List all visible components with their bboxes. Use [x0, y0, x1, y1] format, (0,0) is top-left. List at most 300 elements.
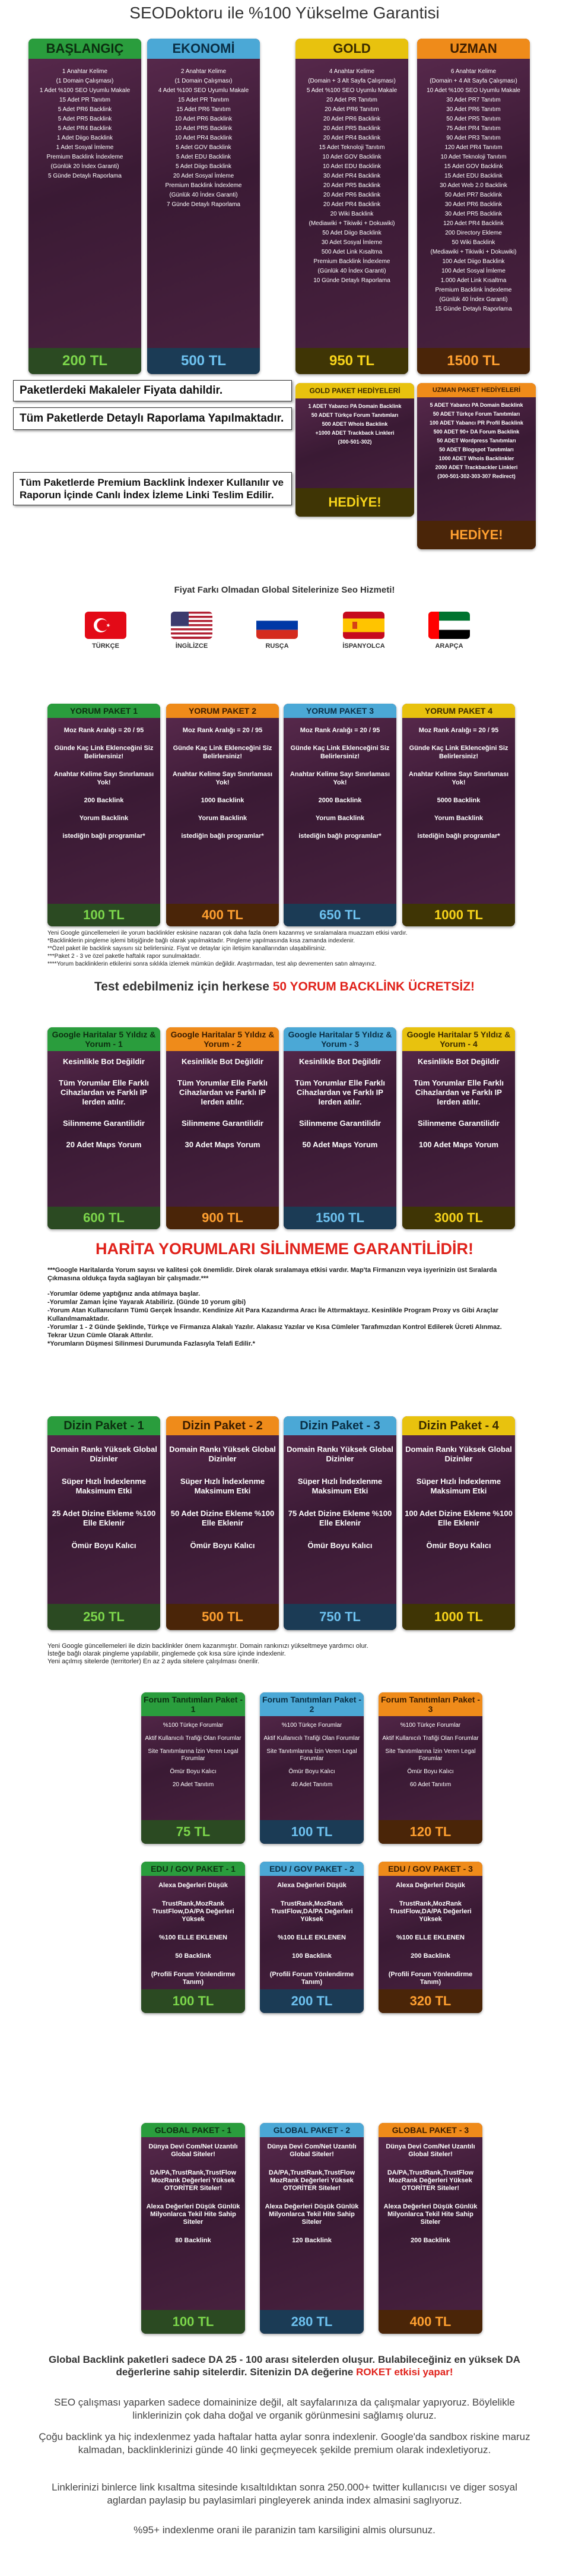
package-feature: Süper Hızlı İndexlenme Maksimum Etki	[416, 1477, 501, 1495]
free-test-highlight: 50 YORUM BACKLİNK ÜCRETSİZ!	[272, 980, 475, 993]
flag-label-ru: RUSÇA	[265, 643, 289, 650]
package-name: Google Haritalar 5 Yıldız & Yorum - 4	[402, 1027, 515, 1051]
package-feature: Alexa Değerleri Düşük Günlük Milyonlarca Tekil Hite Sahip Siteler	[383, 2203, 478, 2226]
package-feature: Yorum Backlink	[198, 815, 247, 822]
package-features	[260, 1716, 364, 1790]
package-price: 400 TL	[166, 904, 279, 926]
gold-gift-features	[295, 398, 414, 447]
package-feature: 500 Adet Link Kısaltma	[321, 249, 383, 255]
package-feature: Moz Rank Aralığı = 20 / 95	[300, 727, 380, 734]
package-price: 1500 TL	[284, 1207, 396, 1229]
package-feature: (Profili Forum Yönlendirme Tanım)	[269, 1971, 354, 1986]
package-feature: Domain Rankı Yüksek Global Dizinler	[50, 1445, 157, 1463]
package-feature: 10 Adet GOV Backlink	[322, 154, 382, 160]
flag-label-en: İNGİLİZCE	[175, 643, 208, 650]
comment-note: Yeni Google güncellemeleri ile yorum backlinkler eskisine nazaran çok daha fazla önem kazanmış ve sıralamalara muazzam etkisi vardır.	[47, 930, 408, 936]
package-feature: 120 Adet PR4 Backlink	[443, 220, 504, 227]
dizin-notes	[47, 1643, 522, 1666]
package-features	[166, 718, 279, 841]
package-feature: Moz Rank Aralığı = 20 / 95	[63, 727, 144, 734]
package-feature: istediğin bağlı programlar*	[298, 833, 382, 840]
package-feature: 20 Adet PR6 Backlink	[323, 116, 381, 122]
dizin-packages-card	[402, 1416, 515, 1630]
package-features	[379, 2137, 482, 2246]
para-seo: SEO çalışması yaparken sadece domaininize değil, alt sayfalarınıza da çalışmalar yapıyoruz. Böylelikle linklerinizin çok daha doğal ve organik görünmesini sağlamış oluruz.	[54, 2397, 515, 2421]
package-feature: 5 Adet PR6 Backlink	[58, 106, 112, 113]
package-feature: (Domain + 4 Alt Sayfa Çalışması)	[430, 78, 517, 84]
package-price: 100 TL	[141, 2310, 245, 2334]
package-feature: Günde Kaç Link Eklenceğini Siz Belirlersiniz!	[54, 745, 154, 760]
package-feature: Silinmeme Garantilidir	[182, 1119, 263, 1128]
package-feature: 10 Adet PR5 Backlink	[174, 125, 233, 132]
package-name: YORUM PAKET 2	[166, 704, 279, 718]
gift-feature: 1 ADET Yabancı PA Domain Backlink	[308, 403, 402, 409]
seo-packages-card	[28, 39, 141, 374]
package-feature: 5 Adet PR5 Backlink	[58, 116, 112, 122]
seo-packages-card	[147, 39, 260, 374]
package-feature: 100 Adet Maps Yorum	[418, 1140, 499, 1149]
package-feature: istediğin bağlı programlar*	[181, 833, 264, 840]
package-name: Dizin Paket - 4	[402, 1416, 515, 1435]
package-feature: 15 Adet GOV Backlink	[444, 163, 503, 170]
package-feature: 10 Adet EDU Backlink	[323, 163, 381, 170]
package-feature: Silinmeme Garantilidir	[418, 1119, 500, 1128]
package-feature: Ömür Boyu Kalıcı	[71, 1541, 136, 1550]
page-title: SEODoktoru ile %100 Yükselme Garantisi	[129, 4, 440, 22]
package-feature: (Günlük 40 İndex Garanti)	[317, 268, 386, 274]
package-name: EDU / GOV PAKET - 3	[379, 1862, 482, 1876]
package-feature: 20 Adet Maps Yorum	[66, 1140, 142, 1149]
package-feature: Moz Rank Aralığı = 20 / 95	[418, 727, 499, 734]
package-feature: 1 Adet Diigo Backlink	[57, 135, 113, 141]
package-feature: (Günlük 40 İndex Garanti)	[439, 296, 508, 303]
package-name: Google Haritalar 5 Yıldız & Yorum - 1	[47, 1027, 160, 1051]
package-feature: 100 Adet Dizine Ekleme %100 Elle Eklenir	[405, 1509, 513, 1527]
package-feature: Kesinlikle Bot Değildir	[182, 1057, 263, 1066]
turkey-flag-icon	[85, 612, 126, 639]
package-feature: (Mediawiki + Tikiwiki + Dokuwiki)	[309, 220, 395, 227]
package-feature: 10 Günde Detaylı Raporlama	[313, 277, 390, 284]
dizin-note: Yeni Google güncellemeleri ile dizin backlinkler önem kazanmıştır. Domain rankınızı yükseltmeye yardımcı olur.	[47, 1643, 368, 1650]
package-name: GOLD	[295, 39, 408, 59]
free-test-heading	[0, 980, 569, 994]
package-feature: 5 Adet PR4 Backlink	[58, 125, 112, 132]
package-feature: 1 Adet %100 SEO Uyumlu Makale	[39, 87, 131, 94]
flag-label-es: İSPANYOLCA	[342, 643, 385, 650]
package-feature: DA/PA,TrustRank,TrustFlow MozRank Değerleri Yüksek OTORİTER Siteler!	[150, 2169, 237, 2192]
package-feature: Günde Kaç Link Eklenceğini Siz Belirlersiniz!	[290, 745, 390, 760]
maps-packages-card	[284, 1027, 396, 1229]
package-price: 100 TL	[141, 1989, 245, 2013]
gold-gift-card	[295, 383, 414, 517]
global-note	[24, 2353, 545, 2378]
package-name: Google Haritalar 5 Yıldız & Yorum - 3	[284, 1027, 396, 1051]
package-feature: 120 Adet PR4 Tanıtım	[444, 144, 503, 151]
package-feature: Site Tanıtımlarına İzin Veren Legal Forumlar	[266, 1748, 357, 1762]
package-features	[402, 1435, 515, 1552]
package-features	[47, 1051, 160, 1151]
package-feature: %100 Türkçe Forumlar	[281, 1722, 342, 1729]
package-feature: Yorum Backlink	[434, 815, 484, 822]
package-feature: Tüm Yorumlar Elle Farklı Cihazlardan ve Farklı IP lerden atılır.	[59, 1078, 149, 1106]
uzman-gift-footer: HEDİYE!	[417, 521, 536, 549]
package-features	[147, 59, 260, 210]
package-feature: Süper Hızlı İndexlenme Maksimum Etki	[61, 1477, 147, 1495]
package-feature: 6 Anahtar Kelime	[450, 68, 497, 75]
package-feature: 5 Adet Diigo Backlink	[176, 163, 231, 170]
package-feature: Dünya Devi Com/Net Uzantılı Global Siteler!	[148, 2143, 238, 2158]
package-feature: 15 Adet Teknoloji Tanıtım	[319, 144, 385, 151]
package-price: 3000 TL	[402, 1207, 515, 1229]
dizin-packages-card	[284, 1416, 396, 1630]
forum-packages-card	[260, 1692, 364, 1844]
package-price: 1500 TL	[417, 348, 530, 374]
seo-packages-card	[417, 39, 530, 374]
package-features	[379, 1716, 482, 1790]
package-features	[260, 1876, 364, 1988]
package-feature: 30 Adet PR6 Backlink	[444, 201, 503, 208]
maps-text-gap	[47, 1283, 522, 1290]
global-packages-card	[141, 2123, 245, 2334]
package-feature: Günde Kaç Link Eklenceğini Siz Belirlersiniz!	[409, 745, 508, 760]
global-heading: Fiyat Farkı Olmadan Global Sitelerinize Seo Hizmeti!	[174, 585, 395, 595]
uzman-gift-card	[417, 383, 536, 549]
global-note-text: Global Backlink paketleri sadece DA 25 - 100 arası sitelerden oluşur. Bulabileceğiniz en yüksek DA değerlerine sahip sitelerdir. Sitenizin DA değerine	[49, 2354, 520, 2378]
package-feature: Dünya Devi Com/Net Uzantılı Global Siteler!	[267, 2143, 357, 2158]
package-features	[284, 1435, 396, 1552]
package-feature: 30 Adet Sosyal İmleme	[321, 239, 383, 246]
package-feature: 120 Backlink	[292, 2237, 332, 2244]
package-feature: (Mediawiki + Tikiwiki + Dokuwiki)	[430, 249, 517, 255]
package-feature: Yorum Backlink	[79, 815, 129, 822]
package-feature: Moz Rank Aralığı = 20 / 95	[182, 727, 263, 734]
package-feature: 20 Adet PR6 Backlink	[323, 192, 381, 198]
maps-packages-card	[402, 1027, 515, 1229]
package-feature: 90 Adet PR3 Tanıtım	[446, 135, 501, 141]
package-price: 120 TL	[379, 1820, 482, 1844]
package-feature: 1 Anahtar Kelime	[62, 68, 108, 75]
package-feature: Tüm Yorumlar Elle Farklı Cihazlardan ve Farklı IP lerden atılır.	[177, 1078, 268, 1106]
package-price: 500 TL	[166, 1604, 279, 1630]
package-name: Dizin Paket - 3	[284, 1416, 396, 1435]
russia-flag-icon	[256, 612, 298, 639]
package-price: 600 TL	[47, 1207, 160, 1229]
package-features	[379, 1876, 482, 1988]
package-feature: 100 Adet Sosyal İmleme	[441, 268, 506, 274]
package-feature: 20 Adet PR5 Backlink	[323, 125, 381, 132]
package-features	[402, 1051, 515, 1151]
package-feature: 20 Wiki Backlink	[330, 211, 374, 217]
maps-text-line: *Yorumların Düşmesi Silinmesi Durumunda Fazlasıyla Telafi Edilir.*	[47, 1340, 255, 1347]
note-articles: Paketlerdeki Makaleler Fiyata dahildir.	[13, 380, 292, 401]
global-note-highlight: ROKET etkisi yapar!	[356, 2366, 453, 2378]
package-price: 400 TL	[379, 2310, 482, 2334]
package-price: 750 TL	[284, 1604, 396, 1630]
package-feature: 20 Adet PR4 Backlink	[323, 135, 381, 141]
package-name: YORUM PAKET 1	[47, 704, 160, 718]
gift-feature: (300-501-302)	[338, 439, 372, 445]
package-feature: Aktif Kullanıcılı Trafiği Olan Forumlar	[382, 1735, 479, 1742]
package-feature: 1 Adet Sosyal İmleme	[56, 144, 114, 151]
package-features	[28, 59, 141, 181]
package-feature: 50 Adet Dizine Ekleme %100 Elle Eklenir	[170, 1509, 275, 1527]
comment-note: ****Yorum backlinklerin etkilerini sonra sıklıkla izlemek mümkün değildir. Araştırmadan, test alıp devrementen satın almayınız.	[47, 961, 377, 967]
gold-gift-title: GOLD PAKET HEDİYELERİ	[295, 383, 414, 398]
package-feature: Ömür Boyu Kalıcı	[407, 1768, 454, 1775]
package-features	[295, 59, 408, 286]
free-test-prefix: Test edebilmeniz için herkese	[94, 980, 273, 993]
package-feature: 10 Adet PR6 Backlink	[174, 116, 233, 122]
package-feature: Tüm Yorumlar Elle Farklı Cihazlardan ve Farklı IP lerden atılır.	[295, 1078, 385, 1106]
package-feature: Anahtar Kelime Sayı Sınırlaması Yok!	[290, 771, 390, 786]
package-features	[166, 1051, 279, 1151]
package-feature: 50 Adet PR5 Tanıtım	[446, 116, 501, 122]
package-price: 75 TL	[141, 1820, 245, 1844]
comment-note: **Özel paket ile backlink sayısını siz belirlersiniz. Fiyat ve detaylar için iletişim kanallarından ulaşabilirsiniz.	[47, 945, 327, 952]
package-feature: Premium Backlink İndexleme	[313, 258, 390, 265]
package-feature: 5 Adet GOV Backlink	[176, 144, 231, 151]
package-feature: %100 ELLE EKLENEN	[396, 1934, 465, 1941]
gift-feature: 100 ADET Yabancı PR Profil Backlink	[429, 420, 524, 426]
gift-feature: 50 ADET Blogspot Tanıtımları	[439, 447, 514, 452]
package-feature: 30 Adet Web 2.0 Backlink	[440, 182, 507, 189]
maps-text-line: ***Google Haritalarda Yorum sayısı ve kalitesi çok önemlidir. Direk olarak sıralamaya etkisi vardır. Map'ta Firmanızın veya işyerinizin üst Sıralarda Çıkmasına oldukça fayda sağlayan bir çalışmadır.***	[47, 1267, 497, 1282]
gift-feature: 5 ADET Yabancı PA Domain Backlink	[430, 402, 523, 408]
global-packages-card	[379, 2123, 482, 2334]
package-price: 950 TL	[295, 348, 408, 374]
package-feature: 50 Adet Diigo Backlink	[322, 230, 382, 236]
comment-note: *Backlinklerin pingleme işlemi bitişiğinde bağlı olarak yapılmaktadır. Pingleme yapılmasında kısa zamanda indexlenir.	[47, 938, 355, 944]
package-features	[141, 1716, 245, 1790]
comment-packages-card	[402, 704, 515, 926]
package-feature: 200 Backlink	[411, 1952, 450, 1960]
package-name: Dizin Paket - 2	[166, 1416, 279, 1435]
dizin-packages-card	[166, 1416, 279, 1630]
package-feature: istediğin bağlı programlar*	[417, 833, 500, 840]
package-feature: TrustRank,MozRank TrustFlow,DA/PA Değerleri Yüksek	[271, 1900, 353, 1923]
package-feature: 50 Adet Maps Yorum	[302, 1140, 378, 1149]
package-feature: 15 Adet EDU Backlink	[444, 173, 503, 179]
package-feature: Domain Rankı Yüksek Global Dizinler	[405, 1445, 512, 1463]
package-feature: DA/PA,TrustRank,TrustFlow MozRank Değerleri Yüksek OTORİTER Siteler!	[387, 2169, 474, 2192]
package-feature: 5000 Backlink	[437, 797, 481, 804]
package-feature: Kesinlikle Bot Değildir	[299, 1057, 381, 1066]
package-price: 200 TL	[28, 348, 141, 374]
package-feature: 20 Adet PR5 Backlink	[323, 182, 381, 189]
package-feature: Premium Backlink İndexleme	[435, 287, 512, 293]
package-feature: Alexa Değerleri Düşük Günlük Milyonlarca Tekil Hite Sahip Siteler	[146, 2203, 240, 2226]
comment-note: ***Paket 2 - 3 ve özel paketle haftalık rapor sunulmaktadır.	[47, 953, 201, 960]
package-name: BAŞLANGIÇ	[28, 39, 141, 59]
package-feature: Site Tanıtımlarına İzin Veren Legal Forumlar	[148, 1748, 239, 1762]
package-feature: Premium Backlink İndexleme	[46, 154, 123, 160]
package-feature: 200 Directory Ekleme	[445, 230, 502, 236]
package-feature: Domain Rankı Yüksek Global Dizinler	[169, 1445, 276, 1463]
uzman-gift-features	[417, 397, 536, 481]
package-feature: Anahtar Kelime Sayı Sınırlaması Yok!	[53, 771, 154, 786]
global-packages-card	[260, 2123, 364, 2334]
package-feature: Kesinlikle Bot Değildir	[418, 1057, 500, 1066]
package-price: 100 TL	[47, 904, 160, 926]
package-feature: 10 Adet Teknoloji Tanıtım	[440, 154, 507, 160]
package-features	[141, 1876, 245, 1988]
note-reporting: Tüm Paketlerde Detaylı Raporlama Yapılmaktadır.	[13, 407, 292, 430]
package-feature: DA/PA,TrustRank,TrustFlow MozRank Değerleri Yüksek OTORİTER Siteler!	[268, 2169, 355, 2192]
package-feature: 30 Adet PR5 Backlink	[444, 211, 503, 217]
package-price: 1000 TL	[402, 1604, 515, 1630]
package-feature: 100 Backlink	[292, 1952, 332, 1960]
package-feature: 25 Adet Dizine Ekleme %100 Elle Eklenir	[52, 1509, 156, 1527]
package-feature: 60 Adet Tanıtım	[409, 1781, 452, 1788]
uzman-gift-title: UZMAN PAKET HEDİYELERİ	[417, 383, 536, 397]
package-feature: 20 Adet PR6 Tanıtım	[325, 106, 379, 113]
forum-packages-card	[379, 1692, 482, 1844]
package-feature: 5 Adet %100 SEO Uyumlu Makale	[306, 87, 398, 94]
para-share: Linklerinizi binlerce link kısaltma sitesinde kısaltıldıktan sonra 250.000+ twitter kullanıcısı ve diger sosyal aglardan paylasip bu paylasimlari pingleyerek aninda index almasini saglıyoruz.	[52, 2482, 517, 2506]
package-feature: istediğin bağlı programlar*	[62, 833, 145, 840]
package-feature: Aktif Kullanıcılı Trafiği Olan Forumlar	[145, 1735, 241, 1742]
package-feature: %100 Türkçe Forumlar	[400, 1722, 461, 1729]
package-name: EDU / GOV PAKET - 1	[141, 1862, 245, 1876]
package-feature: (Günlük 40 İndex Garanti)	[169, 192, 238, 198]
comment-packages-card	[47, 704, 160, 926]
package-feature: 50 Backlink	[175, 1952, 211, 1960]
package-feature: 20 Adet PR Tanıtım	[326, 97, 377, 103]
maps-text-line: -Yorumlar 1 - 2 Günde Şeklinde, Türkçe ve Firmanıza Alakalı Yazılır. Alakasız Yazılar ve Kısa Cümleler Tarafımızdan Kontrol Edilerek Ücreti Alınmaz. Tekrar Uzun Cümle Olarak Attırılır.	[47, 1324, 502, 1339]
package-feature: Ömür Boyu Kalıcı	[170, 1768, 217, 1775]
package-name: Dizin Paket - 1	[47, 1416, 160, 1435]
package-features	[260, 2137, 364, 2246]
package-feature: 10 Adet %100 SEO Uyumlu Makale	[427, 87, 520, 94]
package-feature: %100 ELLE EKLENEN	[159, 1934, 227, 1941]
package-price: 250 TL	[47, 1604, 160, 1630]
package-feature: 80 Backlink	[175, 2237, 211, 2244]
package-feature: 30 Adet PR7 Tanıtım	[446, 97, 501, 103]
package-feature: Kesinlikle Bot Değildir	[63, 1057, 145, 1066]
gift-feature: 50 ADET Wordpress Tanıtımları	[437, 438, 516, 444]
dizin-note: İsteğe bağlı olarak pingleme yapılabilir, pinglemede çok kısa süre içinde indexlenir.	[47, 1650, 286, 1657]
edu-packages-card	[260, 1862, 364, 2013]
comment-packages-card	[166, 704, 279, 926]
package-feature: 4 Anahtar Kelime	[329, 68, 375, 75]
package-feature: Silinmeme Garantilidir	[63, 1119, 145, 1128]
package-feature: 15 Adet PR Tanıtım	[59, 97, 110, 103]
maps-text-line: -Yorumlar Zaman İçine Yayarak Atabiliriz. (Günde 10 yorum gibi)	[47, 1299, 246, 1306]
package-name: EKONOMİ	[147, 39, 260, 59]
package-feature: Süper Hızlı İndexlenme Maksimum Etki	[180, 1477, 265, 1495]
package-feature: 200 Backlink	[84, 797, 124, 804]
maps-text	[47, 1266, 522, 1348]
package-name: Forum Tanıtımları Paket - 3	[379, 1692, 482, 1716]
package-feature: 20 Adet Sosyal İmleme	[173, 173, 234, 179]
dizin-packages-card	[47, 1416, 160, 1630]
comment-packages-card	[284, 704, 396, 926]
maps-text-line: -Yorum Atan Kullanıcıların Tümü Gerçek İnsandır. Kendinize Ait Para Kazandırma Aracı İle Attırmaktayız. Kesinlikle Program Proxy vs Gibi Araçlar Kullanılmamaktadır.	[47, 1307, 499, 1322]
package-feature: 40 Adet Tanıtım	[291, 1781, 333, 1788]
package-price: 1000 TL	[402, 904, 515, 926]
package-name: GLOBAL PAKET - 1	[141, 2123, 245, 2137]
gift-feature: (300-501-302-303-307 Redirect)	[437, 473, 516, 479]
dizin-note: Yeni açılmış sitelerde (territorler) En az 2 ayda sitelere çalışılması önerilir.	[47, 1658, 260, 1665]
package-feature: Ömür Boyu Kalıcı	[426, 1541, 491, 1550]
package-feature: (Profili Forum Yönlendirme Tanım)	[388, 1971, 473, 1986]
package-feature: 50 Wiki Backlink	[452, 239, 495, 246]
gift-feature: 500 ADET Whois Backlink	[322, 421, 388, 427]
package-price: 280 TL	[260, 2310, 364, 2334]
package-price: 200 TL	[260, 1989, 364, 2013]
package-name: GLOBAL PAKET - 3	[379, 2123, 482, 2137]
package-feature: Alexa Değerleri Düşük Günlük Milyonlarca Tekil Hite Sahip Siteler	[265, 2203, 359, 2226]
seo-packages-card	[295, 39, 408, 374]
package-feature: 1000 Backlink	[201, 797, 244, 804]
package-feature: 30 Adet Maps Yorum	[185, 1140, 260, 1149]
maps-packages-card	[47, 1027, 160, 1229]
package-feature: (Domain + 3 Alt Sayfa Çalışması)	[308, 78, 396, 84]
package-price: 100 TL	[260, 1820, 364, 1844]
gift-feature: 50 ADET Türkçe Forum Tanıtımları	[433, 411, 520, 417]
note-indexer: Tüm Paketlerde Premium Backlink İndexer Kullanılır ve Raporun İçinde Canlı İndex İzleme Linki Teslim Edilir.	[13, 472, 292, 505]
package-features	[47, 718, 160, 841]
package-name: YORUM PAKET 4	[402, 704, 515, 718]
gift-feature: 1000 ADET Whois Backlinkler	[438, 455, 514, 461]
package-feature: 100 Adet Diigo Backlink	[442, 258, 505, 265]
package-feature: (Günlük 20 İndex Garanti)	[50, 163, 119, 170]
package-features	[166, 1435, 279, 1552]
package-name: YORUM PAKET 3	[284, 704, 396, 718]
package-feature: Tüm Yorumlar Elle Farklı Cihazlardan ve Farklı IP lerden atılır.	[414, 1078, 504, 1106]
package-feature: 15 Adet PR6 Tanıtım	[176, 106, 231, 113]
para-rate: %95+ indexlenme orani ile paranizin tam karsiligini almis olursunuz.	[133, 2524, 436, 2536]
package-feature: %100 Türkçe Forumlar	[163, 1722, 224, 1729]
package-feature: TrustRank,MozRank TrustFlow,DA/PA Değerleri Yüksek	[389, 1900, 472, 1923]
package-feature: Domain Rankı Yüksek Global Dizinler	[287, 1445, 393, 1463]
package-feature: Süper Hızlı İndexlenme Maksimum Etki	[297, 1477, 383, 1495]
package-price: 900 TL	[166, 1207, 279, 1229]
package-feature: 15 Günde Detaylı Raporlama	[435, 306, 512, 312]
package-name: GLOBAL PAKET - 2	[260, 2123, 364, 2137]
maps-heading: HARİTA YORUMLARI SİLİNMEME GARANTİLİDİR!	[96, 1240, 473, 1258]
package-features	[417, 59, 530, 314]
package-price: 650 TL	[284, 904, 396, 926]
package-features	[284, 718, 396, 841]
comment-notes	[47, 929, 522, 968]
package-name: Google Haritalar 5 Yıldız & Yorum - 2	[166, 1027, 279, 1051]
package-feature: 75 Adet Dizine Ekleme %100 Elle Eklenir	[288, 1509, 392, 1527]
package-feature: Alexa Değerleri Düşük	[158, 1882, 228, 1889]
package-feature: %100 ELLE EKLENEN	[278, 1934, 346, 1941]
package-name: Forum Tanıtımları Paket - 1	[141, 1692, 245, 1716]
package-feature: Anahtar Kelime Sayı Sınırlaması Yok!	[408, 771, 509, 786]
package-feature: 30 Adet PR6 Tanıtım	[446, 106, 501, 113]
package-feature: 7 Günde Detaylı Raporlama	[167, 201, 240, 208]
package-name: EDU / GOV PAKET - 2	[260, 1862, 364, 1876]
gold-gift-footer: HEDİYE!	[295, 488, 414, 517]
package-price: 320 TL	[379, 1989, 482, 2013]
usa-flag-icon	[171, 612, 212, 639]
package-feature: Premium Backlink İndexleme	[165, 182, 242, 189]
package-feature: Dünya Devi Com/Net Uzantılı Global Siteler!	[386, 2143, 475, 2158]
package-feature: 20 Adet Tanıtım	[172, 1781, 214, 1788]
package-feature: 1.000 Adet Link Kısaltma	[440, 277, 507, 284]
package-feature: (Profili Forum Yönlendirme Tanım)	[151, 1971, 236, 1986]
spain-flag-icon	[343, 612, 384, 639]
package-feature: Ömür Boyu Kalıcı	[288, 1768, 335, 1775]
package-feature: Silinmeme Garantilidir	[299, 1119, 381, 1128]
uae-flag-icon	[428, 612, 470, 639]
package-feature: Site Tanıtımlarına İzin Veren Legal Forumlar	[385, 1748, 476, 1762]
package-feature: 2 Anahtar Kelime	[180, 68, 227, 75]
package-price: 500 TL	[147, 348, 260, 374]
